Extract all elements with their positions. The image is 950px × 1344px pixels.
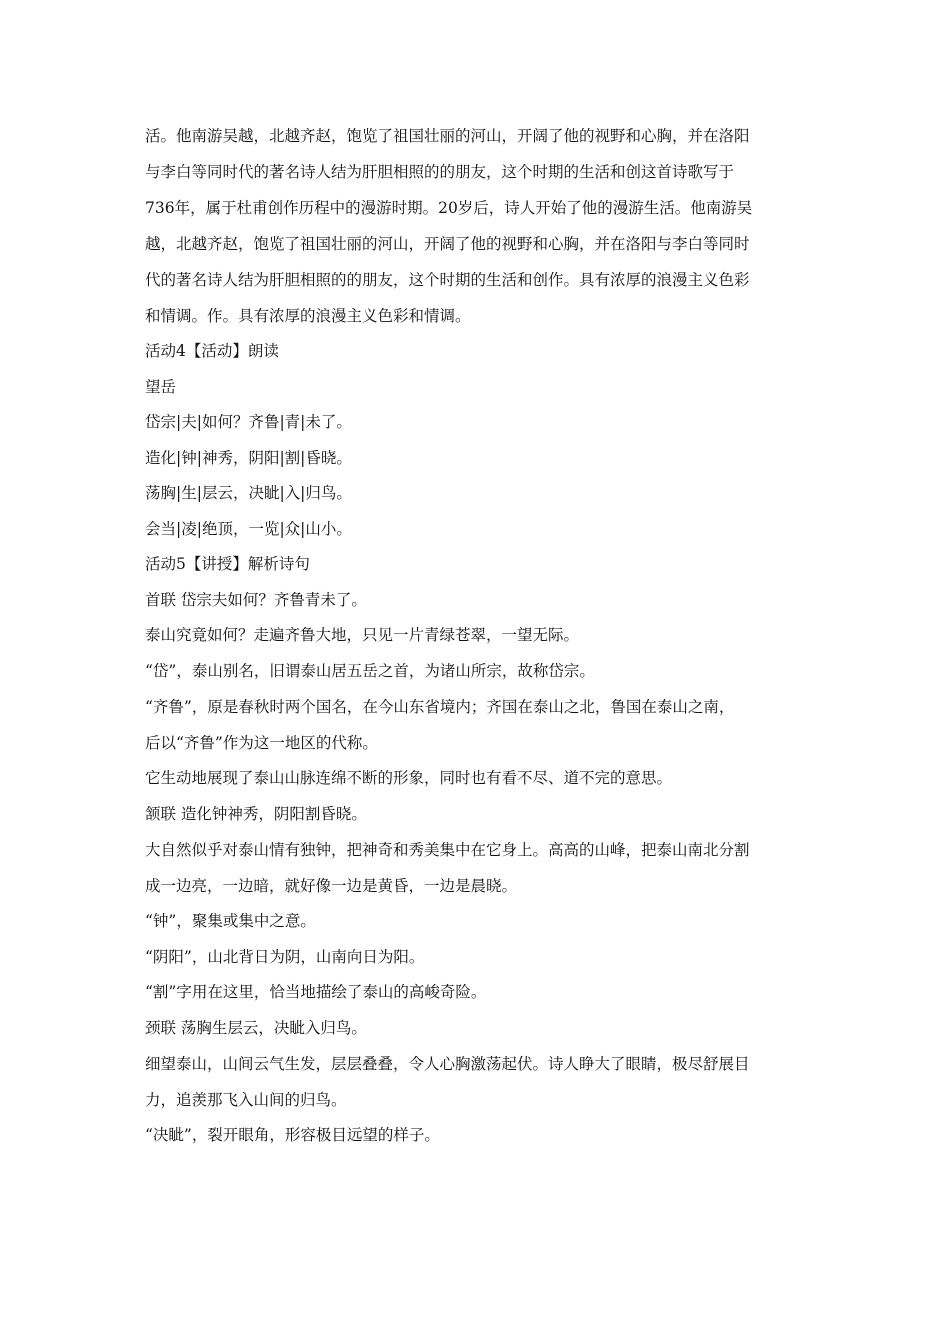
couplet-heading [145, 1011, 810, 1047]
explanation-paragraph [145, 618, 810, 654]
text-line: 代的著名诗人结为肝胆相照的的朋友，这个时期的生活和创作。具有浓厚的浪漫主义色彩 [145, 271, 750, 289]
note-paragraph [145, 940, 810, 976]
text-line: 后以“齐鲁”作为这一地区的代称。 [145, 734, 378, 752]
text-line: 细望泰山，山间云气生发，层层叠叠，令人心胸激荡起伏。诗人睁大了眼睛，极尽舒展目 [145, 1055, 750, 1073]
intro-paragraph [145, 118, 810, 334]
poem-line [145, 405, 810, 441]
text-line: 活。他南游吴越，北越齐赵，饱览了祖国壮丽的河山，开阔了他的视野和心胸，并在洛阳 [145, 127, 750, 145]
text-line: 成一边亮，一边暗，就好像一边是黄昏，一边是晨晓。 [145, 877, 518, 895]
note-paragraph [145, 975, 810, 1011]
text-line: “阴阳”，山北背日为阴，山南向日为阳。 [145, 947, 425, 966]
note-paragraph [145, 904, 810, 940]
text-line: 荡胸|生|层云，决眦|入|归鸟。 [145, 484, 352, 502]
text-line: 活动5【讲授】解析诗句 [145, 555, 310, 573]
text-line: 岱宗|夫|如何？齐鲁|青|未了。 [145, 413, 352, 431]
text-line: “钟”，聚集或集中之意。 [145, 912, 316, 930]
explanation-paragraph [145, 761, 810, 797]
text-line: 颈联 荡胸生层云，决眦入归鸟。 [145, 1018, 367, 1037]
text-line: 造化|钟|神秀，阴阳|割|昏晓。 [145, 448, 352, 467]
explanation-paragraph [145, 832, 810, 904]
document-page [145, 118, 810, 1154]
poem-line [145, 441, 810, 477]
text-line: “岱”，泰山别名，旧谓泰山居五岳之首，为诸山所宗，故称岱宗。 [145, 661, 595, 680]
text-line: 泰山究竟如何？走遍齐鲁大地，只见一片青绿苍翠，一望无际。 [145, 626, 580, 644]
text-line: 活动4【活动】朗读 [145, 342, 279, 360]
text-line: “割”字用在这里，恰当地描绘了泰山的高峻奇险。 [145, 983, 487, 1001]
text-line: 大自然似乎对泰山情有独钟，把神奇和秀美集中在它身上。高高的山峰，把泰山南北分割 [145, 841, 750, 859]
text-line: “齐鲁”，原是春秋时两个国名，在今山东省境内；齐国在泰山之北，鲁国在泰山之南， [145, 698, 735, 716]
text-line: 越，北越齐赵，饱览了祖国壮丽的河山，开阔了他的视野和心胸，并在洛阳与李白等同时 [145, 235, 750, 253]
text-line: 与李白等同时代的著名诗人结为肝胆相照的的朋友，这个时期的生活和创这首诗歌写于 [145, 163, 735, 181]
activity-4-heading [145, 334, 810, 370]
text-line: 颔联 造化钟神秀，阴阳割昏晓。 [145, 804, 367, 823]
couplet-heading [145, 797, 810, 833]
activity-5-heading [145, 547, 810, 583]
explanation-paragraph [145, 1046, 810, 1118]
text-line: “决眦”，裂开眼角，形容极目远望的样子。 [145, 1126, 440, 1144]
couplet-heading [145, 583, 810, 619]
text-line: 736年，属于杜甫创作历程中的漫游时期。20岁后，诗人开始了他的漫游生活。他南游吴 [145, 199, 753, 217]
text-line: 望岳 [145, 377, 177, 396]
note-paragraph [145, 1118, 810, 1154]
text-line: 力，追羡那飞入山间的归鸟。 [145, 1091, 347, 1109]
text-line: 会当|凌|绝顶，一览|众|山小。 [145, 519, 352, 538]
poem-title [145, 370, 810, 406]
note-paragraph [145, 689, 810, 761]
text-line: 首联 岱宗夫如何？齐鲁青未了。 [145, 590, 367, 609]
text-line: 和情调。作。具有浓厚的浪漫主义色彩和情调。 [145, 307, 471, 325]
poem-line [145, 476, 810, 512]
note-paragraph [145, 654, 810, 690]
poem-line [145, 512, 810, 548]
text-line: 它生动地展现了泰山山脉连绵不断的形象，同时也有看不尽、道不完的意思。 [145, 769, 673, 787]
